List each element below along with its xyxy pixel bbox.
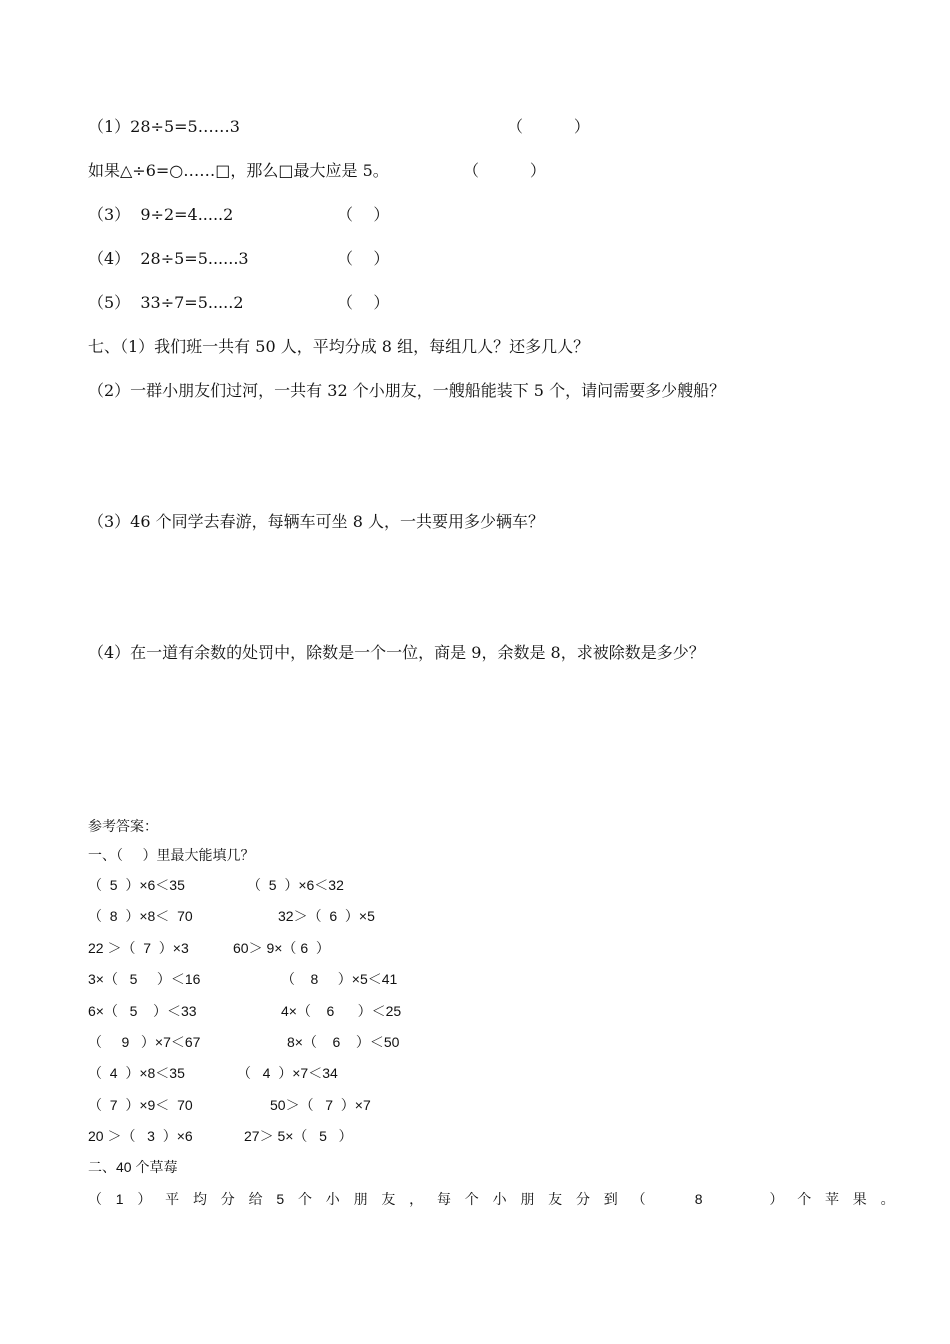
answer-row-right: 4×（ 6 ）＜25 [281,1003,402,1019]
answer-row-left: （ 5 ）×6＜35 [88,877,185,893]
answers-part2-title: 二、40 个草莓 [88,1159,178,1175]
judge-text: （1）28÷5=5……3 [88,117,240,136]
judge-text: 如果△÷6=○……□，那么□最大应是 5。 [88,161,389,180]
answer-row-left: （ 4 ）×8＜35 [88,1065,185,1081]
answer-row-right: 50＞（ 7 ）×7 [270,1097,371,1113]
answer-row-left: （ 8 ）×8＜ 70 [88,908,193,924]
answer-row-left: 6×（ 5 ）＜33 [88,1003,197,1019]
answer-row-right: 8×（ 6 ）＜50 [287,1034,400,1050]
answer-blank: （ ） [337,249,390,268]
problem-3: （3）46 个同学去春游，每辆车可坐 8 人，一共要用多少辆车？ [88,512,544,531]
answers-part1-title: 一、（ ）里最大能填几？ [88,847,255,863]
answer-blank: （ ） [463,161,546,180]
answer-row-right: 60＞ 9×（ 6 ） [233,940,330,956]
answer-blank: （ ） [507,117,590,136]
problem-2: （2）一群小朋友们过河，一共有 32 个小朋友，一艘船能装下 5 个，请问需要多少艘船？ [88,381,726,400]
judge-text: （3） 9÷2=4.....2 [88,205,234,224]
answer-row-right: 32＞（ 6 ）×5 [278,908,375,924]
answer-blank: （ ） [337,293,390,312]
answer-row-right: （ 8 ）×5＜41 [281,971,398,987]
answer-row-right: （ 4 ）×7＜34 [237,1065,338,1081]
answer-row-left: 20 ＞（ 3 ）×6 [88,1128,193,1144]
answer-row-left: （ 9 ）×7＜67 [88,1034,201,1050]
answer-blank: （ ） [337,205,390,224]
answer-row-left: 22 ＞（ 7 ）×3 [88,940,189,956]
answer-row-left: （ 7 ）×9＜ 70 [88,1097,193,1113]
answers-part2-q1: （1）平均分给5个小朋友，每个小朋友分到（ 8 ）个苹果。 [88,1191,909,1207]
problem-1: 七、（1）我们班一共有 50 人，平均分成 8 组，每组几人？还多几人？ [88,337,590,356]
problem-4: （4）在一道有余数的处罚中，除数是一个一位，商是 9，余数是 8，求被除数是多少？ [88,643,705,662]
answer-row-right: （ 5 ）×6＜32 [247,877,344,893]
answers-title: 参考答案： [88,818,158,834]
judge-text: （4） 28÷5=5......3 [88,249,249,268]
judge-text: （5） 33÷7=5.....2 [88,293,244,312]
answer-row-right: 27＞ 5×（ 5 ） [244,1128,353,1144]
answer-row-left: 3×（ 5 ）＜16 [88,971,201,987]
